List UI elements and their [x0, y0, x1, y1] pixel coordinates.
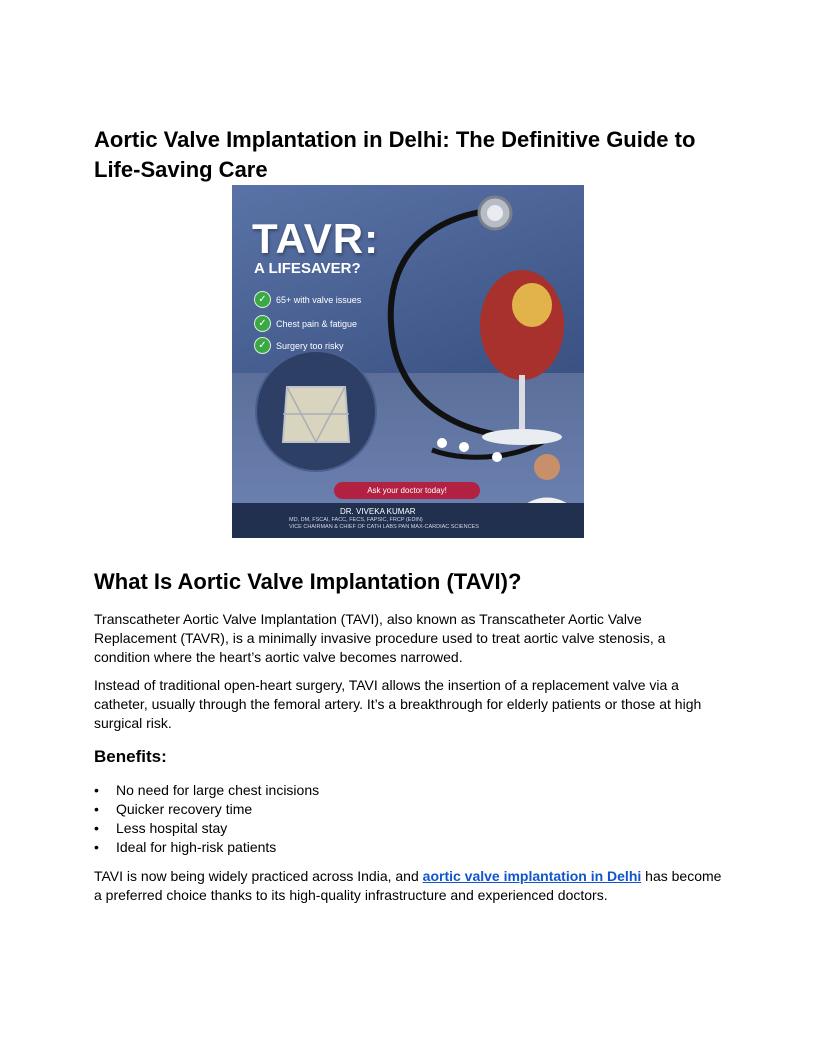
valve-icon [257, 352, 375, 470]
list-item: • No need for large chest incisions [94, 781, 319, 800]
benefits-list [94, 781, 319, 857]
doctor-credentials: MD, DM, FSCAI, FACC, FECS, FAPSIC, FRCP (EDIN) VICE CHAIRMAN & CHIEF OF CATH LABS PAN MAX-CARDIAC SCIENCES [289, 517, 479, 530]
closing-paragraph: TAVI is now being widely practiced across India, and aortic valve implantation in Delhi has become a preferred choice thanks to its high-quality infrastructure and experienced doctors. [94, 868, 722, 903]
section-heading: What Is Aortic Valve Implantation (TAVI)? [94, 569, 522, 594]
hero-image [232, 185, 584, 538]
hero-check-item: ✓ 65+ with valve issues [254, 291, 361, 308]
hero-check-item: ✓ Surgery too risky [254, 337, 344, 354]
paragraph: Instead of traditional open-heart surgery, TAVI allows the insertion of a replacement valve via a catheter, usually through the femoral artery. It’s a breakthrough for elderly patients or those at high surgical risk. [94, 677, 702, 731]
page-title: Aortic Valve Implantation in Delhi: The Definitive Guide to Life-Saving Care [94, 127, 696, 182]
valve-illustration [257, 352, 375, 470]
check-icon: ✓ [254, 315, 271, 332]
hero-footer [232, 503, 584, 538]
hero-check-item: ✓ Chest pain & fatigue [254, 315, 357, 332]
hero-subheadline: A LIFESAVER? [254, 260, 361, 277]
cta-banner: Ask your doctor today! [334, 482, 480, 499]
hero-headline: TAVR: [252, 215, 380, 262]
delhi-tavi-link[interactable]: aortic valve implantation in Delhi [422, 868, 642, 884]
benefits-heading: Benefits: [94, 747, 167, 766]
list-item: • Less hospital stay [94, 819, 319, 838]
check-icon: ✓ [254, 291, 271, 308]
check-icon: ✓ [254, 337, 271, 354]
doctor-name: DR. VIVEKA KUMAR [340, 507, 416, 516]
paragraph: Transcatheter Aortic Valve Implantation (TAVI), also known as Transcatheter Aortic Valve Replacement (TAVR), is a minimally invasive procedure used to treat aortic valve stenosis, a condition where the heart’s aortic valve becomes narrowed. [94, 611, 666, 665]
list-item: • Ideal for high-risk patients [94, 838, 319, 857]
list-item: • Quicker recovery time [94, 800, 319, 819]
